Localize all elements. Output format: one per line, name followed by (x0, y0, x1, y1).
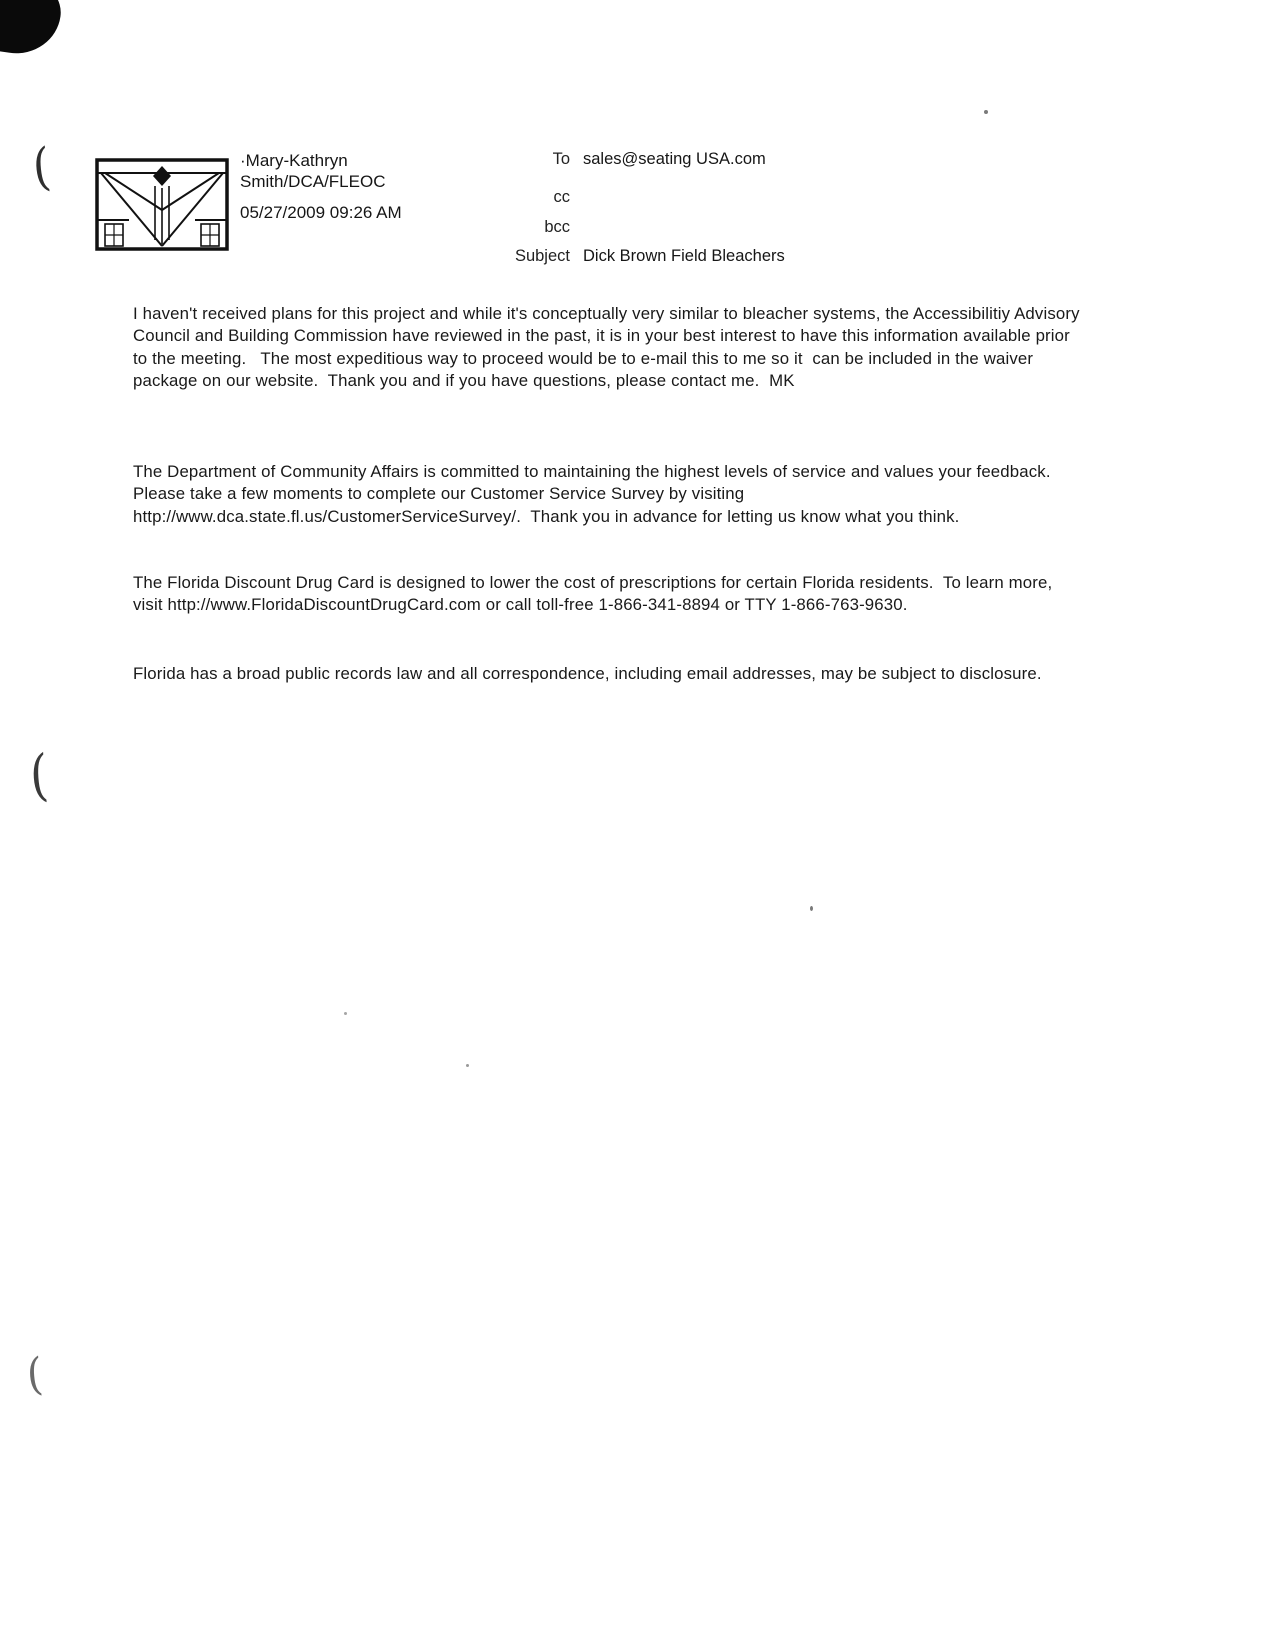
email-body-paragraph: I haven't received plans for this project and while it's conceptually very similar to bleacher systems, the Accessibilitiy Advisory Council and Building Commission have reviewed in the past, it is in your best interest to have this information available prior to the meeting. The most expeditious way to proceed would be to e-mail this to me so it can be included in the waiver package on our website. Thank you and if you have questions, please contact me. MK (133, 304, 1085, 391)
cc-label: cc (553, 188, 570, 206)
sent-timestamp: 05/27/2009 09:26 AM (240, 203, 402, 222)
sender-name-line1: ·Mary-Kathryn (240, 151, 348, 170)
disclaimer-paragraph-records: Florida has a broad public records law and all correspondence, including email addresses, may be subject to disclosure. (133, 664, 1042, 683)
scan-speck (984, 110, 988, 114)
scan-paren-mark: ( (24, 1349, 45, 1401)
scan-corner-blob (0, 0, 65, 59)
to-label: To (552, 150, 570, 168)
scan-paren-mark: ( (29, 137, 54, 198)
dca-window-logo-icon (95, 158, 229, 251)
subject-value: Dick Brown Field Bleachers (583, 247, 785, 265)
disclaimer-paragraph-drugcard: The Florida Discount Drug Card is designed to lower the cost of prescriptions for certain Florida residents. To learn more, visit http://www.FloridaDiscountDrugCard.com or call toll-free 1-866-341-8894 or TTY 1-866-763-9630. (133, 573, 1058, 615)
disclaimer-paragraph-survey: The Department of Community Affairs is committed to maintaining the highest levels of service and values your feedback. Please take a few moments to complete our Customer Service Survey by visiting http://www.dca.state.fl.us/CustomerServiceSurvey/. Thank you in advance for letting us know what you think. (133, 462, 1061, 526)
scan-speck (344, 1012, 347, 1015)
scan-speck (466, 1064, 469, 1067)
sender-name (240, 150, 385, 192)
to-value: sales@seating USA.com (583, 150, 766, 168)
scan-speck (810, 906, 813, 911)
scan-paren-mark: ( (27, 742, 51, 808)
bcc-label: bcc (544, 218, 570, 236)
sender-name-line2: Smith/DCA/FLEOC (240, 172, 386, 191)
subject-label: Subject (514, 247, 570, 265)
